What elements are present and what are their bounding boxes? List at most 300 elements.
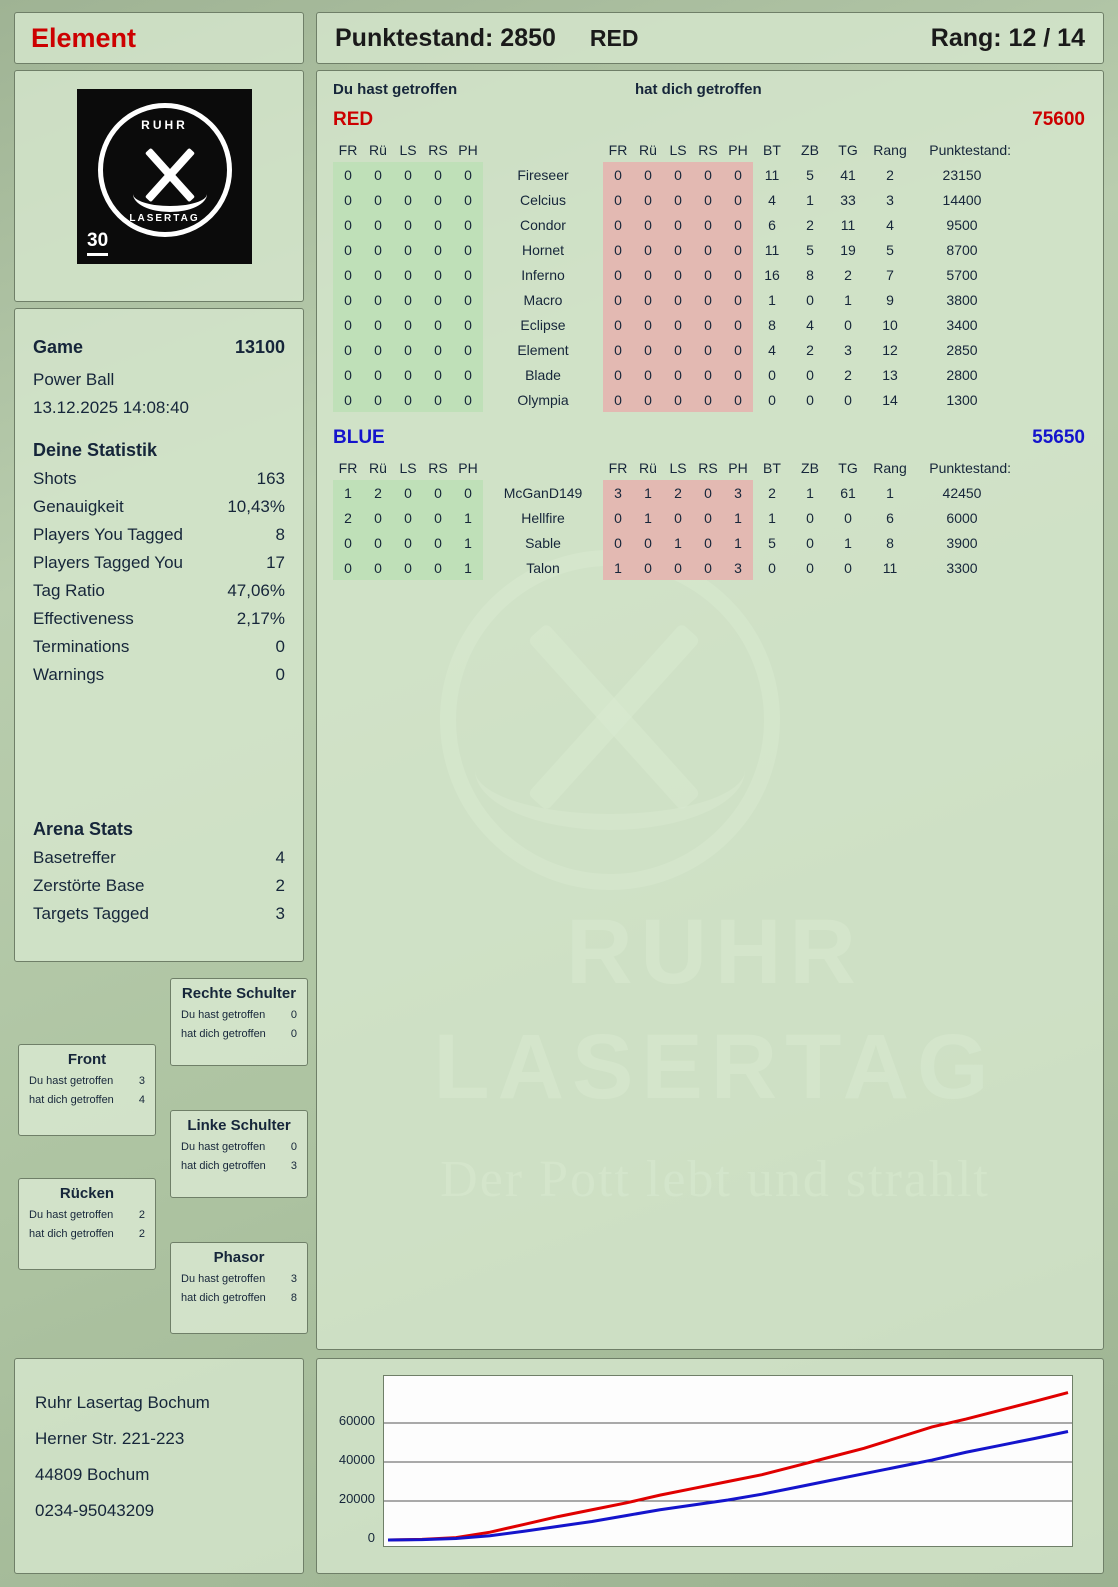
hit-cell: 0 xyxy=(333,555,363,580)
hit-cell: 0 xyxy=(423,362,453,387)
hit-cell: 1 xyxy=(333,480,363,505)
cell-score: 3800 xyxy=(946,291,978,308)
cell-zb: 1 xyxy=(806,191,814,208)
player-name: Fireseer xyxy=(517,166,569,183)
cell-score: 9500 xyxy=(946,216,978,233)
got-cell: 1 xyxy=(603,555,633,580)
hit-cell: 0 xyxy=(333,187,363,212)
hit-cell: 0 xyxy=(453,387,483,412)
col-header-name xyxy=(483,137,603,162)
col-header: LS xyxy=(399,459,417,476)
bodypart-got xyxy=(181,1028,297,1040)
hit-cell: 0 xyxy=(423,337,453,362)
stat-value: 47,06% xyxy=(227,581,285,600)
hit-cell: 0 xyxy=(453,287,483,312)
hit-cell: 0 xyxy=(393,212,423,237)
col-header: RS xyxy=(428,141,448,158)
hit-cell: 0 xyxy=(333,162,363,187)
got-cell: 1 xyxy=(663,530,693,555)
arena-key: Zerstörte Base xyxy=(33,876,145,895)
stat-value: 0 xyxy=(275,637,285,656)
got-cell: 0 xyxy=(603,387,633,412)
cell-tg: 1 xyxy=(844,291,852,308)
col-header: RS xyxy=(698,141,718,158)
hit-cell: 0 xyxy=(363,555,393,580)
got-value: 2 xyxy=(138,1228,145,1240)
hit-cell: 0 xyxy=(423,505,453,530)
hit-column-header: Du hast getroffen xyxy=(333,81,458,98)
got-cell: 0 xyxy=(693,530,723,555)
hit-cell: 2 xyxy=(333,505,363,530)
bodypart-right-shoulder xyxy=(170,978,308,1066)
got-cell: 0 xyxy=(723,262,753,287)
stat-key: Effectiveness xyxy=(33,609,134,628)
got-cell: 0 xyxy=(693,337,723,362)
hit-label: Du hast getroffen xyxy=(181,1141,266,1153)
got-cell: 3 xyxy=(723,480,753,505)
stat-value: 17 xyxy=(266,553,285,572)
col-header: LS xyxy=(399,141,417,158)
cell-rang: 12 xyxy=(882,341,898,358)
col-header: PH xyxy=(458,141,478,158)
col-header: Punktestand: xyxy=(929,141,1011,158)
table-row[interactable] xyxy=(333,262,1011,287)
got-cell: 0 xyxy=(633,337,663,362)
team-total: 75600 xyxy=(1032,109,1085,130)
cell-bt: 0 xyxy=(768,391,776,408)
cell-score: 8700 xyxy=(946,241,978,258)
player-name: Condor xyxy=(520,216,566,233)
stat-row xyxy=(33,665,285,685)
address-line: Ruhr Lasertag Bochum xyxy=(35,1393,210,1412)
hit-cell: 0 xyxy=(363,287,393,312)
chart-plot-area xyxy=(383,1375,1073,1547)
got-cell: 1 xyxy=(633,505,663,530)
player-name: Inferno xyxy=(521,266,565,283)
stat-value: 8 xyxy=(275,525,285,544)
hit-cell: 0 xyxy=(333,312,363,337)
arena-key: Basetreffer xyxy=(33,848,116,867)
table-header-row xyxy=(333,137,1011,162)
col-header: Rü xyxy=(639,141,657,158)
hit-cell: 0 xyxy=(423,162,453,187)
hit-label: Du hast getroffen xyxy=(29,1209,114,1221)
hit-cell: 0 xyxy=(333,237,363,262)
stat-row xyxy=(33,637,285,657)
cell-tg: 0 xyxy=(844,509,852,526)
cell-tg: 11 xyxy=(840,216,856,233)
hit-cell: 0 xyxy=(453,237,483,262)
hit-cell: 0 xyxy=(333,337,363,362)
hit-cell: 0 xyxy=(363,237,393,262)
cell-score: 5700 xyxy=(946,266,978,283)
got-cell: 0 xyxy=(663,262,693,287)
hit-cell: 0 xyxy=(363,362,393,387)
bodypart-hit xyxy=(29,1075,145,1087)
hit-cell: 0 xyxy=(363,337,393,362)
got-cell: 0 xyxy=(693,312,723,337)
got-cell: 0 xyxy=(633,312,663,337)
got-cell: 3 xyxy=(723,555,753,580)
col-header: Punktestand: xyxy=(929,459,1011,476)
cell-zb: 2 xyxy=(806,341,814,358)
stat-key: Players Tagged You xyxy=(33,553,183,572)
table-row[interactable] xyxy=(333,287,1011,312)
bodypart-title: Linke Schulter xyxy=(187,1117,291,1134)
got-cell: 0 xyxy=(663,312,693,337)
bodypart-hit xyxy=(29,1209,145,1221)
player-name: Eclipse xyxy=(520,316,566,333)
logo-number: 30 xyxy=(87,230,108,256)
col-header: Rang xyxy=(873,459,907,476)
address-line: Herner Str. 221-223 xyxy=(35,1429,185,1448)
cell-tg: 41 xyxy=(840,166,856,183)
got-column-header: hat dich getroffen xyxy=(635,81,762,98)
got-cell: 0 xyxy=(603,187,633,212)
stat-key: Genauigkeit xyxy=(33,497,124,516)
hit-cell: 0 xyxy=(333,287,363,312)
hit-cell: 0 xyxy=(423,187,453,212)
rank-label: Rang: 12 / 14 xyxy=(930,23,1085,52)
hit-cell: 0 xyxy=(453,212,483,237)
bodypart-hit xyxy=(181,1141,297,1153)
hit-cell: 0 xyxy=(453,262,483,287)
cell-rang: 8 xyxy=(886,534,894,551)
got-cell: 0 xyxy=(633,387,663,412)
got-cell: 0 xyxy=(603,312,633,337)
hit-cell: 0 xyxy=(453,480,483,505)
table-row[interactable] xyxy=(333,337,1011,362)
table-row[interactable] xyxy=(333,237,1011,262)
player-name: Sable xyxy=(525,534,561,551)
got-cell: 0 xyxy=(693,262,723,287)
personal-stats-title: Deine Statistik xyxy=(33,440,158,460)
got-cell: 0 xyxy=(663,212,693,237)
player-name: Hellfire xyxy=(521,509,565,526)
hit-cell: 0 xyxy=(333,387,363,412)
page-title: Element xyxy=(31,22,137,53)
cell-tg: 1 xyxy=(844,534,852,551)
game-mode: Power Ball xyxy=(33,370,115,389)
stat-row xyxy=(33,469,285,489)
hit-cell: 0 xyxy=(393,312,423,337)
table-row[interactable] xyxy=(333,187,1011,212)
game-title: Game xyxy=(33,337,84,357)
got-cell: 0 xyxy=(663,505,693,530)
got-cell: 0 xyxy=(603,505,633,530)
got-cell: 0 xyxy=(723,362,753,387)
hit-cell: 0 xyxy=(423,312,453,337)
cell-rang: 13 xyxy=(882,366,898,383)
cell-score: 3900 xyxy=(946,534,978,551)
got-value: 8 xyxy=(290,1292,297,1304)
hit-cell: 0 xyxy=(363,162,393,187)
chart-series-red xyxy=(388,1393,1068,1540)
chart-y-tick-label: 60000 xyxy=(338,1413,375,1428)
cell-score: 2850 xyxy=(946,341,978,358)
got-cell: 0 xyxy=(663,162,693,187)
cell-score: 1300 xyxy=(946,391,978,408)
got-cell: 0 xyxy=(633,530,663,555)
cell-rang: 11 xyxy=(882,559,898,576)
hit-cell: 0 xyxy=(393,530,423,555)
got-cell: 0 xyxy=(693,237,723,262)
cell-rang: 10 xyxy=(882,316,898,333)
stat-key: Tag Ratio xyxy=(33,581,105,600)
table-row[interactable] xyxy=(333,505,1011,530)
cell-bt: 0 xyxy=(768,366,776,383)
cell-tg: 61 xyxy=(840,484,856,501)
hit-cell: 0 xyxy=(423,555,453,580)
col-header: FR xyxy=(338,459,358,476)
hit-value: 2 xyxy=(138,1209,145,1221)
cell-score: 2800 xyxy=(946,366,978,383)
got-cell: 0 xyxy=(723,312,753,337)
stats-panel xyxy=(14,308,304,962)
cell-bt: 11 xyxy=(764,166,780,183)
game-total: 13100 xyxy=(234,337,285,357)
hit-cell: 0 xyxy=(393,387,423,412)
got-label: hat dich getroffen xyxy=(181,1160,266,1172)
hit-cell: 0 xyxy=(393,555,423,580)
wave-icon xyxy=(133,194,207,212)
got-cell: 0 xyxy=(723,337,753,362)
stat-key: Terminations xyxy=(33,637,130,656)
got-cell: 0 xyxy=(723,212,753,237)
team-table xyxy=(333,137,1011,412)
player-name: Hornet xyxy=(521,241,565,258)
cell-rang: 1 xyxy=(886,484,894,501)
hit-value: 3 xyxy=(290,1273,297,1285)
hit-cell: 0 xyxy=(363,312,393,337)
address-line: 44809 Bochum xyxy=(35,1465,150,1484)
got-cell: 0 xyxy=(693,187,723,212)
bodypart-got xyxy=(29,1228,145,1240)
hit-cell: 1 xyxy=(453,555,483,580)
team-label: RED xyxy=(589,24,639,51)
player-name-panel xyxy=(14,12,304,64)
hit-cell: 0 xyxy=(423,287,453,312)
got-cell: 0 xyxy=(633,262,663,287)
player-name: Celcius xyxy=(520,191,566,208)
got-value: 3 xyxy=(290,1160,297,1172)
hit-cell: 0 xyxy=(393,480,423,505)
hit-cell: 0 xyxy=(363,262,393,287)
stat-value: 2,17% xyxy=(236,609,285,628)
got-cell: 0 xyxy=(723,187,753,212)
stat-key: Players You Tagged xyxy=(33,525,183,544)
cell-bt: 1 xyxy=(768,509,776,526)
cell-zb: 0 xyxy=(806,509,814,526)
hit-cell: 0 xyxy=(363,387,393,412)
table-header-row xyxy=(333,455,1011,480)
col-header: RS xyxy=(428,459,448,476)
hit-label: Du hast getroffen xyxy=(181,1009,266,1021)
cell-score: 3300 xyxy=(946,559,978,576)
col-header: ZB xyxy=(801,141,819,158)
got-cell: 0 xyxy=(633,237,663,262)
got-cell: 0 xyxy=(603,262,633,287)
table-row[interactable] xyxy=(333,387,1011,412)
got-cell: 1 xyxy=(633,480,663,505)
table-row[interactable] xyxy=(333,555,1011,580)
hit-cell: 0 xyxy=(423,262,453,287)
table-row[interactable] xyxy=(333,162,1011,187)
score-label: Punktestand: 2850 xyxy=(335,23,556,52)
cell-score: 14400 xyxy=(942,191,982,208)
got-cell: 0 xyxy=(693,555,723,580)
stat-row xyxy=(33,609,285,629)
got-cell: 3 xyxy=(603,480,633,505)
table-row[interactable] xyxy=(333,362,1011,387)
player-name: Element xyxy=(517,341,569,358)
hit-cell: 0 xyxy=(393,287,423,312)
cell-score: 23150 xyxy=(942,166,982,183)
hit-cell: 1 xyxy=(453,530,483,555)
cell-bt: 11 xyxy=(764,241,780,258)
bodypart-got xyxy=(29,1094,145,1106)
got-cell: 0 xyxy=(663,237,693,262)
got-cell: 0 xyxy=(693,212,723,237)
hit-cell: 0 xyxy=(333,362,363,387)
stat-row xyxy=(33,553,285,573)
team-name: RED xyxy=(333,109,374,130)
arena-row xyxy=(33,876,285,896)
hit-cell: 0 xyxy=(333,530,363,555)
hit-cell: 0 xyxy=(363,530,393,555)
cell-zb: 0 xyxy=(806,391,814,408)
hit-cell: 0 xyxy=(423,387,453,412)
bodypart-title: Phasor xyxy=(213,1249,265,1266)
bodypart-title: Rücken xyxy=(59,1185,115,1202)
arena-stats-title: Arena Stats xyxy=(33,819,134,839)
got-cell: 0 xyxy=(603,212,633,237)
hit-cell: 0 xyxy=(393,237,423,262)
logo-bottom-text: LASERTAG xyxy=(129,212,200,224)
cell-zb: 0 xyxy=(806,559,814,576)
hit-cell: 0 xyxy=(423,530,453,555)
arena-row xyxy=(33,848,285,868)
cell-zb: 2 xyxy=(806,216,814,233)
got-cell: 0 xyxy=(633,187,663,212)
player-name: Blade xyxy=(525,366,561,383)
got-cell: 0 xyxy=(633,362,663,387)
col-header: FR xyxy=(608,141,628,158)
bodypart-hit xyxy=(181,1273,297,1285)
cell-rang: 3 xyxy=(886,191,894,208)
col-header: FR xyxy=(608,459,628,476)
team-total: 55650 xyxy=(1032,427,1085,448)
cell-score: 3400 xyxy=(946,316,978,333)
cell-zb: 4 xyxy=(806,316,814,333)
logo-top-text: RUHR xyxy=(141,117,188,132)
got-cell: 0 xyxy=(633,287,663,312)
got-cell: 0 xyxy=(723,237,753,262)
got-cell: 0 xyxy=(723,162,753,187)
col-header: Rang xyxy=(873,141,907,158)
got-cell: 0 xyxy=(663,555,693,580)
got-cell: 0 xyxy=(723,387,753,412)
got-cell: 0 xyxy=(603,530,633,555)
cell-tg: 19 xyxy=(840,241,856,258)
cell-score: 6000 xyxy=(946,509,978,526)
hit-cell: 0 xyxy=(393,187,423,212)
cell-rang: 5 xyxy=(886,241,894,258)
cell-rang: 9 xyxy=(886,291,894,308)
team-name: BLUE xyxy=(333,427,385,448)
cell-bt: 0 xyxy=(768,559,776,576)
col-header-name xyxy=(483,455,603,480)
got-cell: 0 xyxy=(633,162,663,187)
arena-row xyxy=(33,904,285,924)
col-header: FR xyxy=(338,141,358,158)
table-row[interactable] xyxy=(333,530,1011,555)
got-cell: 1 xyxy=(723,505,753,530)
hit-cell: 0 xyxy=(453,162,483,187)
team-table xyxy=(333,455,1011,580)
arena-value: 2 xyxy=(275,876,285,895)
cell-tg: 2 xyxy=(844,266,852,283)
got-cell: 0 xyxy=(723,287,753,312)
chart-y-tick-label: 20000 xyxy=(338,1491,375,1506)
scoreboard-panel xyxy=(316,70,1104,1350)
hit-cell: 0 xyxy=(393,505,423,530)
col-header: PH xyxy=(458,459,478,476)
hit-label: Du hast getroffen xyxy=(181,1273,266,1285)
cell-bt: 16 xyxy=(764,266,780,283)
col-header: TG xyxy=(838,459,858,476)
stat-key: Shots xyxy=(33,469,77,488)
cell-bt: 1 xyxy=(768,291,776,308)
arena-value: 3 xyxy=(275,904,285,923)
club-logo xyxy=(77,89,252,264)
got-cell: 0 xyxy=(693,480,723,505)
got-cell: 0 xyxy=(603,362,633,387)
table-row[interactable] xyxy=(333,312,1011,337)
got-label: hat dich getroffen xyxy=(29,1228,114,1240)
hit-value: 3 xyxy=(138,1075,145,1087)
got-cell: 0 xyxy=(633,555,663,580)
hit-cell: 2 xyxy=(363,480,393,505)
got-cell: 0 xyxy=(663,362,693,387)
stat-value: 163 xyxy=(256,469,285,488)
cell-rang: 14 xyxy=(882,391,898,408)
got-cell: 0 xyxy=(603,337,633,362)
stat-row xyxy=(33,581,285,601)
col-header: BT xyxy=(763,141,781,158)
got-cell: 0 xyxy=(693,162,723,187)
hit-cell: 0 xyxy=(393,162,423,187)
cell-rang: 6 xyxy=(886,509,894,526)
bodypart-phasor xyxy=(170,1242,308,1334)
player-name: Talon xyxy=(526,559,560,576)
table-row[interactable] xyxy=(333,212,1011,237)
cell-zb: 1 xyxy=(806,484,814,501)
got-value: 4 xyxy=(138,1094,145,1106)
cell-zb: 0 xyxy=(806,366,814,383)
cell-rang: 7 xyxy=(886,266,894,283)
cell-zb: 0 xyxy=(806,291,814,308)
hit-cell: 0 xyxy=(453,337,483,362)
hit-cell: 0 xyxy=(423,212,453,237)
got-cell: 0 xyxy=(693,387,723,412)
bodypart-title: Rechte Schulter xyxy=(181,985,297,1002)
table-row[interactable] xyxy=(333,480,1011,505)
cell-bt: 4 xyxy=(768,341,776,358)
score-progression-chart xyxy=(316,1358,1104,1574)
col-header: Rü xyxy=(639,459,657,476)
got-cell: 2 xyxy=(663,480,693,505)
